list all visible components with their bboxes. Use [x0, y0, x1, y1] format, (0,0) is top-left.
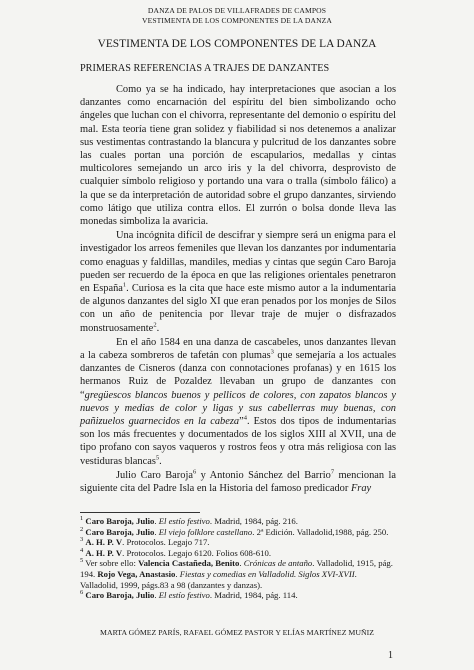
paragraph-1: Como ya se ha indicado, hay interpretaciones que asocian a los danzantes como encarnación del espíritu del bien simbolizando ocho ángeles que luchan con el chivorra, representante del demonio o espíritu del mal. Esta teoría tiene gran solidez y fiabilidad si nos detenemos a analizar sus vestimentas contrastando la blancura y pulcritud de los danzantes sobre las cuales portan una porción de escapularios, medallas y cintas multicolores semejando un arco iris y la del chivorra, desprovisto de cualquier símbolo religioso y portando una vara o tralla (símbolo fálico) a la que se da interpretación de autoridad sobre el grupo danzantes, sirviendo como látigo que utiliza contra ellos. El zurrón o bolsa donde lleva las monedas simboliza la avaricia.: [80, 84, 396, 228]
footnote-work: Fiestas y comedias en Valladolid. Siglos XVI-XVII: [179, 568, 355, 579]
paragraph-4-italic: Fray: [350, 483, 372, 495]
footnote-author: Caro Baroja, Julio: [85, 526, 155, 537]
paragraph-3-text-a: En el año 1584 en una danza de cascabeles, unos danzantes llevan a la cabeza sombreros de tafetán con plumas: [80, 336, 396, 362]
footnote-sep: .: [154, 590, 159, 601]
paragraph-2: [80, 229, 396, 335]
footnote-number: 3: [80, 536, 84, 544]
page-number: 1: [388, 650, 393, 661]
footnote-work: El viejo folklore castellano: [158, 526, 253, 537]
footnote-author: Caro Baroja, Julio: [85, 516, 155, 526]
paragraph-3-text-b: que semejaría a los actuales danzantes de Cisneros (danza con connotaciones profanas) y en 1615 los hermanos Ruiz de Pozaldez llevaban un grupo de danzantes con “: [80, 350, 396, 401]
footnote-ref: 1: [122, 281, 127, 289]
running-header-line-1: DANZA DE PALOS DE VILLAFRADES DE CAMPOS: [147, 6, 327, 15]
footnote-details: . Madrid, 1984, pág. 114.: [209, 590, 298, 601]
footnote-sep: .: [154, 516, 159, 526]
footnote-work: El estío festivo: [158, 516, 210, 526]
footnote-author: Caro Baroja, Julio: [85, 590, 155, 601]
footnote-author: Valencia Castañeda, Benito: [138, 558, 240, 569]
footnote-number: 6: [80, 589, 84, 597]
footnote-number: 4: [80, 546, 84, 554]
footnote-sep: .: [154, 526, 159, 537]
paragraph-4-text-c: mencionan la siguiente cita del Padre Isla en la Historia del famoso predicador: [80, 469, 396, 495]
paragraph-2-text-c: .: [156, 322, 160, 334]
footnote-6: [80, 590, 396, 601]
footnote-number: 2: [80, 525, 84, 533]
footnote-ref: 6: [192, 468, 197, 476]
footnote-details: . Madrid, 1984, pág. 216.: [209, 516, 298, 526]
footnote-archive: A. H. P. V: [85, 547, 123, 558]
paragraph-2-text-a: Una incógnita difícil de descifrar y siempre será un enigma para el investigador los arreos femeniles que llevan los danzantes por indumentaria como enaguas y faldillas, mandiles, medias y cintas que según Caro Baroja pueden ser recuerdo de la época en que las religiones orientales penetraron en España: [80, 230, 396, 295]
footnote-author: Rojo Vega, Anastasio: [97, 568, 176, 579]
body-text: [80, 83, 396, 495]
footnote-3: [80, 537, 396, 548]
footnotes: [80, 516, 396, 601]
section-heading: PRIMERAS REFERENCIAS A TRAJES DE DANZANTES: [80, 63, 330, 74]
footnote-1: [80, 516, 396, 527]
paragraph-4-text-a: Julio Caro Baroja: [116, 469, 193, 481]
footnote-ref: 7: [330, 468, 335, 476]
footnote-details: . 2ª Edición. Valladolid,1988, pág. 250.: [252, 526, 389, 537]
footnote-details: . Protocolos. Legajo 6120. Folios 608-610.: [122, 547, 271, 558]
footnote-5: [80, 558, 396, 590]
footnote-ref: 5: [155, 454, 160, 462]
footnote-archive: A. H. P. V: [85, 537, 123, 548]
footnote-details: . Protocolos. Legajo 717.: [122, 537, 210, 548]
footnote-ref: 4: [243, 414, 247, 422]
footnote-ref: 2: [153, 321, 157, 329]
footnote-lead: Ver sobre ello:: [85, 558, 139, 569]
paragraph-3-quote-close: ”: [239, 416, 244, 428]
footnote-details: . Valladolid, 1999, págs.83 a 98 (danzantes y danzas).: [80, 568, 357, 590]
footnote-number: 1: [80, 515, 84, 523]
footnote-ref: 3: [270, 348, 274, 356]
paragraph-4-text-b: y Antonio Sánchez del Barrio: [196, 469, 331, 481]
paragraph-3: [80, 336, 396, 468]
page-footer: MARTA GÓMEZ PARÍS, RAFAEL GÓMEZ PASTOR Y ELÍAS MARTÍNEZ MUÑIZ: [100, 628, 374, 637]
footnote-sep: .: [175, 568, 180, 579]
paragraph-3-quote: gregüescos blancos buenos y pellicos de colores, con zapatos blancos y nuevos y medias de color y ligas y sus cabellerras muy buenas, con pañizuelos guarnecidos en la cabeza: [80, 389, 396, 428]
paragraph-4: [80, 469, 396, 495]
footnote-separator: [80, 512, 200, 513]
paragraph-3-text-d: .: [159, 455, 162, 467]
paragraph-3-text-c: . Estos dos tipos de indumentarias son los más frecuentes y documentados de los siglos XIII al XVII, una de tipo profano con sayos vaqueros y rostros feos y otra más religiosa con las vestiduras blancas: [80, 416, 397, 467]
footnote-sep: .: [239, 558, 244, 569]
page-title: VESTIMENTA DE LOS COMPONENTES DE LA DANZA: [97, 38, 377, 50]
paragraph-2-text-b: . Curiosa es la cita que hace este mismo autor a la indumentaria de algunos danzantes del siglo XI que eran penados por los monjes de Silos con un año de penitencia por llevar traje de mujer o disfrazados monstruosamente: [80, 283, 396, 334]
footnote-4: [80, 548, 396, 559]
footnote-2: [80, 527, 396, 538]
footnote-number: 5: [80, 557, 84, 565]
footnote-details: . Valladolid, 1915, pág. 194.: [80, 558, 393, 579]
footnote-work: Crónicas de antaño: [243, 558, 313, 569]
running-header-line-2: VESTIMENTA DE LOS COMPONENTES DE LA DANZA: [142, 16, 332, 25]
footnote-work: El estío festivo: [158, 590, 210, 601]
